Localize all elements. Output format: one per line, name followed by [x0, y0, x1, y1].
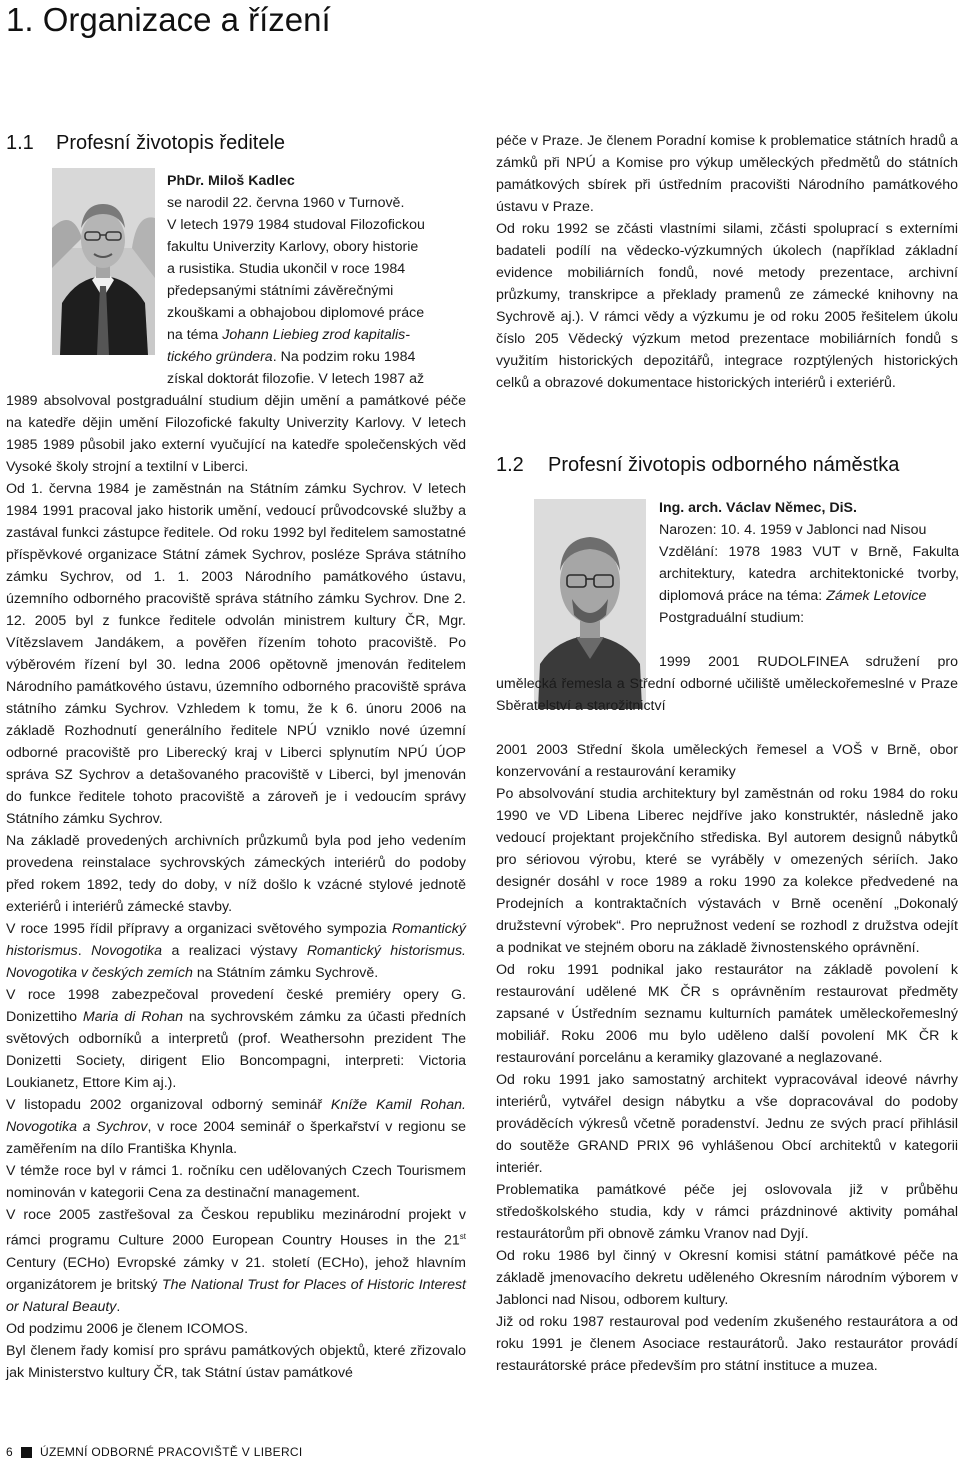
- director-paragraph: Od roku 1992 se zčásti vlastními silami, zčásti spoluprací s externími badateli podílí na vědecko-výzkumných úkolech (například základní evidence mobiliárních fondů, nové metody prezentace, archivní průzkumy, transkripce a překlady pramenů ze zámecké knihovny na Sychrově aj.). V rámci vědy a výzkumu je od roku 2005 řešitelem úkolu číslo 205 Vědecký výzkum metod prezentace mobiliárních fondů s využitím historických depozitářů, integrace rozptýlených historických celků a obrazové dokumentace historických interiérů i exteriérů.: [496, 221, 958, 391]
- deputy-paragraph: Po absolvování studia architektury byl zaměstnán od roku 1984 do roku 1990 ve VD Libena Liberec nejdříve jako konstruktér, následně jako vedoucí projektant projekčního střediska. Byl autorem designů nábytků pro sériovou výrobu, které se vyráběly v omezených sériích. Jako designér dosáhl v roce 1989 a roku 1990 za kolekce předvedené na Prodejních a kontraktačních výstavách v Brně ocenění „Dokonalý družstevní výrobek“. Pro nepružnost vedení se rozhodl z družstva odejít a podnikat ve stejném oboru na základě živnostenského oprávnění.: [496, 786, 958, 956]
- footer-text: ÚZEMNÍ ODBORNÉ PRACOVIŠTĚ V LIBERCI: [39, 1445, 303, 1459]
- text-span: na Státním zámku Sychrově.: [192, 965, 379, 981]
- director-paragraph: Od podzimu 2006 je členem ICOMOS.: [6, 1320, 249, 1337]
- thesis-title-cont: tického gründera: [167, 349, 273, 365]
- deputy-paragraph: Již od roku 1987 restauroval pod vedením zkušeného restaurátora a od roku 1991 je členem Asociace restaurátorů. Jako restaurátor provádí restaurátorské práce především pro státní instituce a muzea.: [496, 1314, 958, 1374]
- deputy-paragraph: Od roku 1991 jako samostatný architekt vypracovával ideové návrhy interiérů, vytvářel design nábytku a vše dopracovával do podoby prováděcích výkresů včetně poradenství. Jednu ze svých prací přihlásil do soutěže GRAND PRIX 96 vyhlášenou Obcí architektů v kategorii interiér.: [496, 1072, 958, 1176]
- director-paragraph: V témže roce byl v rámci 1. ročníku cen udělovaných Czech Tourismem nominován v kategorii Cena za destinační management.: [6, 1163, 466, 1201]
- director-intro-line: získal doktorát filozofie. V letech 1987 až: [167, 371, 425, 387]
- text-span: V listopadu 2002 organizoval odborný seminář: [6, 1097, 331, 1113]
- director-intro-line: zkouškami a obhajobou diplomové práce: [167, 305, 425, 321]
- postgrad-item: 2001 2003 Střední škola uměleckých řemesel a VOŠ v Brně, obor konzervování a restaurování keramiky: [496, 742, 958, 780]
- director-paragraph: [6, 1204, 466, 1318]
- thesis-title: Johann Liebieg zrod kapitalis-: [222, 327, 410, 343]
- director-paragraph: Od 1. června 1984 je zaměstnán na Státním zámku Sychrov. V letech 1984 1991 pracoval jako historik umění, vedoucí průvodcovské služby a zastával funkci zástupce ředitele. Od roku 1992 byl ředitelem samostatné příspěvkové organizace Státní zámek Sychrov, posléze Správa státního zámku Sychrov, od 1. 1. 2003 Národního památkového ústavu, územního odborného pracoviště správa státního zámku Sychrov. Dne 2. 12. 2005 byl z funkce ředitele odvolán ministrem kultury ČR, Mgr. Vítězslavem Jandákem, a pověřen řízením tohoto pracoviště. Po výběrovém řízení byl 30. ledna 2006 opětovně jmenován ředitelem Národního památkového ústavu, územního odborného pracoviště správa státního zámku Sychrov. Vzhledem k tomu, že k 6. únoru 2006 na základě Rozhodnutí generálního ředitele NPÚ vzniklo nové územní odborné pracoviště pro Liberecký kraj v Liberci splynutím NPÚ ÚOP správa SZ Sychrov a detašovaného pracoviště v Liberci, byl jmenován do funkce ředitele tohoto pracoviště a zároveň je i vedoucím správy Státního zámku Sychrov.: [6, 481, 466, 827]
- text-span: Century (ECHo) Evropské zámky v 21. století (ECHo), jehož hlavním organizátorem je britský: [6, 1254, 466, 1293]
- italic-title: Romantický historismus: [6, 921, 466, 959]
- deputy-postgrad-label: Postgraduální studium:: [659, 610, 805, 626]
- director-paragraph: Byl členem řady komisí pro správu památkových objektů, které zřizovalo jak Ministerstvo kultury ČR, tak Státní ústav památkové: [6, 1342, 466, 1381]
- director-paragraph: Na základě provedených archivních průzkumů byla pod jeho vedením provedena reinstalace sychrovských zámeckých interiérů do podoby před rokem 1892, tedy do doby, v níž došlo k vzácné stylové jednotě exteriérů i interiérů zámecké stavby.: [6, 833, 466, 915]
- square-marker-icon: [21, 1447, 32, 1458]
- director-right-continuation: [496, 130, 958, 394]
- page-footer: [6, 1444, 303, 1460]
- director-paragraph: péče v Praze. Je členem Poradní komise k problematice státních hradů a zámků při NPÚ a Komise pro výkup uměleckých předmětů do státních památkových sbírek při ústředním pracovišti Národního památkového ústavu v Praze.: [496, 133, 958, 215]
- director-intro-line: se narodil 22. června 1960 v Turnově.: [167, 195, 405, 211]
- text-span: Vzdělání: 1978 1983 VUT v Brně, Fakulta architektury, katedra architektonické tvorby, diplomová práce na téma:: [659, 544, 959, 604]
- deputy-main-column: [496, 739, 958, 1377]
- text-span: .: [116, 1298, 121, 1315]
- text-span: a realizaci výstavy: [162, 943, 307, 959]
- italic-title: Romantický historismus. Novogotika v českých zemích: [6, 943, 466, 981]
- director-intro-line: [167, 324, 463, 346]
- text-span: na téma: [167, 327, 223, 343]
- deputy-paragraph: Od roku 1991 podnikal jako restaurátor na základě povolení k restaurování udělené MK ČR s oprávněním restaurovat předměty zapsané v Ústředním seznamu kulturních památek uměleckořemeslný mobiliář. Roku 2006 mu bylo uděleno další povolení MK ČR k restaurování porcelánu a keramiky glazované a neglazované.: [496, 962, 958, 1066]
- superscript: st: [459, 1232, 466, 1241]
- director-left-column: [6, 390, 466, 1384]
- deputy-born: Narozen: 10. 4. 1959 v Jablonci nad Nisou: [659, 522, 927, 538]
- text-span: V roce 1995 řídil přípravy a organizaci světového sympozia: [6, 921, 392, 937]
- section-title-director: [6, 130, 285, 156]
- postgrad-item: 1999 2001 RUDOLFINEA sdružení pro umělecká řemesla a Střední odborné učiliště uměleckořemeslné v Praze Sběratelství a starožitnictví: [496, 654, 958, 714]
- deputy-intro-narrow: [659, 497, 959, 629]
- text-span: . Na podzim roku 1984: [272, 349, 416, 365]
- italic-title: Kníže Kamil Rohan. Novogotika a Sychrov: [6, 1097, 466, 1135]
- text-span: , v roce 2004 seminář o šperkařství v regionu se zaměřením na dílo Františka Khynla.: [6, 1119, 466, 1157]
- director-paragraph: [6, 918, 466, 984]
- deputy-paragraph: Problematika památkové péče jej oslovovala již v průběhu středoškolského studia, kdy v rámci prázdninové aktivity pomáhal restaurátorům při obnově zámku Vranov nad Dyjí.: [496, 1182, 958, 1242]
- director-intro-line: V letech 1979 1984 studoval Filozofickou: [167, 217, 425, 233]
- director-paragraph: 1989 absolvoval postgraduální studium dějin umění a památkové péče na katedře dějin umění Filozofické fakulty Univerzity Karlovy. V letech 1985 1989 působil jako externí vyučující na katedře společenských věd Vysoké školy strojní a textilní v Liberci.: [6, 393, 466, 475]
- text-span: na sychrovském zámku za účasti předních světových odborníků a interpretů (prof. Weathersohn prezident The Donizetti Society, dirigent Elio Boncompagni, interpreti: Victoria Loukianetz, Ettore Kim aj.).: [6, 1009, 466, 1091]
- deputy-name: Ing. arch. Václav Němec, DiS.: [659, 500, 857, 516]
- section-title-deputy: [496, 452, 899, 478]
- deputy-education: [659, 541, 959, 607]
- section-number: 1.2: [496, 454, 524, 476]
- thesis-title: Zámek Letovice: [826, 588, 927, 604]
- text-span: V roce 1998 zabezpečoval provedení české premiéry opery G. Donizettiho: [6, 987, 466, 1025]
- director-intro-line: předepsanými státními závěrečnými: [167, 283, 394, 299]
- director-photo: [52, 168, 155, 355]
- italic-title: Maria di Rohan: [82, 1009, 184, 1025]
- director-intro-line: fakultu Univerzity Karlovy, obory historie: [167, 239, 419, 255]
- section-number: 1.1: [6, 132, 34, 154]
- section-title-text: Profesní životopis ředitele: [56, 132, 286, 154]
- chapter-title: 1. Organizace a řízení: [6, 1, 331, 38]
- page-number: 6: [6, 1445, 13, 1459]
- text-span: .: [77, 943, 92, 959]
- deputy-paragraph: Od roku 1986 byl činný v Okresní komisi státní památkové péče na základě jmenovacího dekretu uděleného Okresním národním výborem v Jablonci nad Nisou, odborem kultury.: [496, 1248, 958, 1308]
- deputy-postgrad-1: [496, 651, 958, 717]
- director-intro-line: a rusistika. Studia ukončil v roce 1984: [167, 261, 406, 277]
- director-intro-line: [167, 346, 463, 368]
- director-name: PhDr. Miloš Kadlec: [167, 173, 295, 189]
- director-paragraph: [6, 984, 466, 1094]
- director-paragraph: [6, 1094, 466, 1160]
- italic-title: The National Trust for Places of Historic Interest or Natural Beauty: [6, 1276, 467, 1315]
- section-title-text: Profesní životopis odborného náměstka: [548, 454, 900, 476]
- director-intro-narrow: [167, 170, 463, 390]
- text-span: V roce 2005 zastřešoval za Českou republiku mezinárodní projekt v rámci programu Culture 2000 European Country Houses in the 21: [6, 1207, 466, 1249]
- italic-title: Novogotika: [91, 943, 163, 959]
